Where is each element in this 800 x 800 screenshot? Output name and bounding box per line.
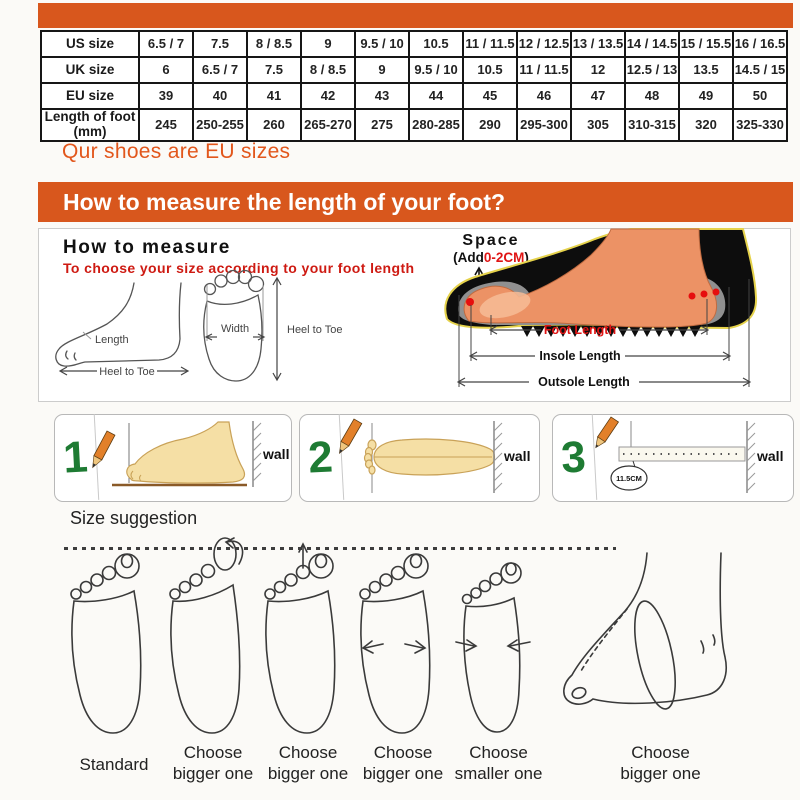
step-2-illustration [342, 415, 539, 500]
measure-banner-title: How to measure the length of your foot? [38, 182, 793, 222]
table-row: EU size 39 40 41 42 43 44 45 46 47 48 49 50 [41, 83, 787, 109]
row-header: UK size [41, 57, 139, 83]
measure-section [38, 228, 791, 402]
foot-side-sketch [56, 283, 188, 378]
suggestion-caption: Choose bigger one [172, 743, 254, 784]
suggestion-caption: Standard [79, 755, 149, 774]
foot-length-label: Foot Length [543, 323, 617, 337]
table-row: UK size 6 6.5 / 7 7.5 8 / 8.5 9 9.5 / 10 10.5 11 / 11.5 12 12.5 / 13 13.5 14.5 / 15 [41, 57, 787, 83]
row-header: EU size [41, 83, 139, 109]
svg-text:(Add0-2CM): (Add0-2CM) [453, 250, 529, 265]
suggestion-caption: Choose smaller one [454, 743, 543, 784]
wall-label: wall [263, 446, 290, 462]
table-row: Length of foot (mm) 245 250-255 260 265-270 275 280-285 290 295-300 305 310-315 320 325-330 [41, 109, 787, 141]
suggestion-caption: Choose bigger one [620, 743, 701, 784]
step-3-number: 3 [551, 414, 597, 502]
length-label: Length [95, 334, 129, 346]
outsole-length-label: Outsole Length [538, 375, 630, 389]
foot-sole-sketch [204, 271, 343, 382]
foot-standard-sketch [66, 540, 161, 740]
top-accent-bar [38, 3, 793, 28]
step-3-box [552, 414, 794, 502]
step-1-illustration [97, 415, 291, 500]
foot-high-instep-sketch [555, 545, 760, 740]
foot-long-big-toe-sketch [163, 540, 263, 740]
heel-to-toe-vertical-label: Heel to Toe [287, 324, 343, 336]
foot-long-second-toe-sketch [258, 540, 358, 740]
insole-length-label: Insole Length [539, 349, 621, 363]
step-2-box [299, 414, 540, 502]
foot-narrow-sketch [452, 540, 537, 740]
step-1-number: 1 [53, 414, 99, 502]
eu-sizes-note: Qur shoes are EU sizes [62, 140, 291, 163]
measure-subtitle: To choose your size according to your foot length [63, 260, 415, 276]
table-row: US size 6.5 / 7 7.5 8 / 8.5 9 9.5 / 10 10.5 11 / 11.5 12 / 12.5 13 / 13.5 14 / 14.5 15 / 15.5 16 / 16.5 [41, 31, 787, 57]
wall-label: wall [757, 448, 784, 464]
pencil-icon [592, 417, 618, 450]
measure-title: How to measure [63, 237, 231, 258]
row-header: Length of foot (mm) [41, 109, 139, 141]
ruler-measure-note: 11.5CM [616, 474, 642, 483]
suggestion-caption: Choose bigger one [362, 743, 444, 784]
size-suggestion-title: Size suggestion [70, 508, 198, 528]
row-header: US size [41, 31, 139, 57]
step-1-box [54, 414, 292, 502]
space-label: Space [462, 232, 520, 249]
step-3-illustration [595, 415, 793, 500]
wall-label: wall [504, 448, 531, 464]
measure-diagram [39, 229, 790, 401]
heel-to-toe-label: Heel to Toe [99, 366, 155, 378]
suggestion-caption: Choose bigger one [267, 743, 349, 784]
size-chart-table [40, 30, 788, 142]
width-label: Width [220, 323, 250, 335]
foot-wide-sketch [355, 540, 450, 740]
step-2-number: 2 [298, 414, 344, 502]
